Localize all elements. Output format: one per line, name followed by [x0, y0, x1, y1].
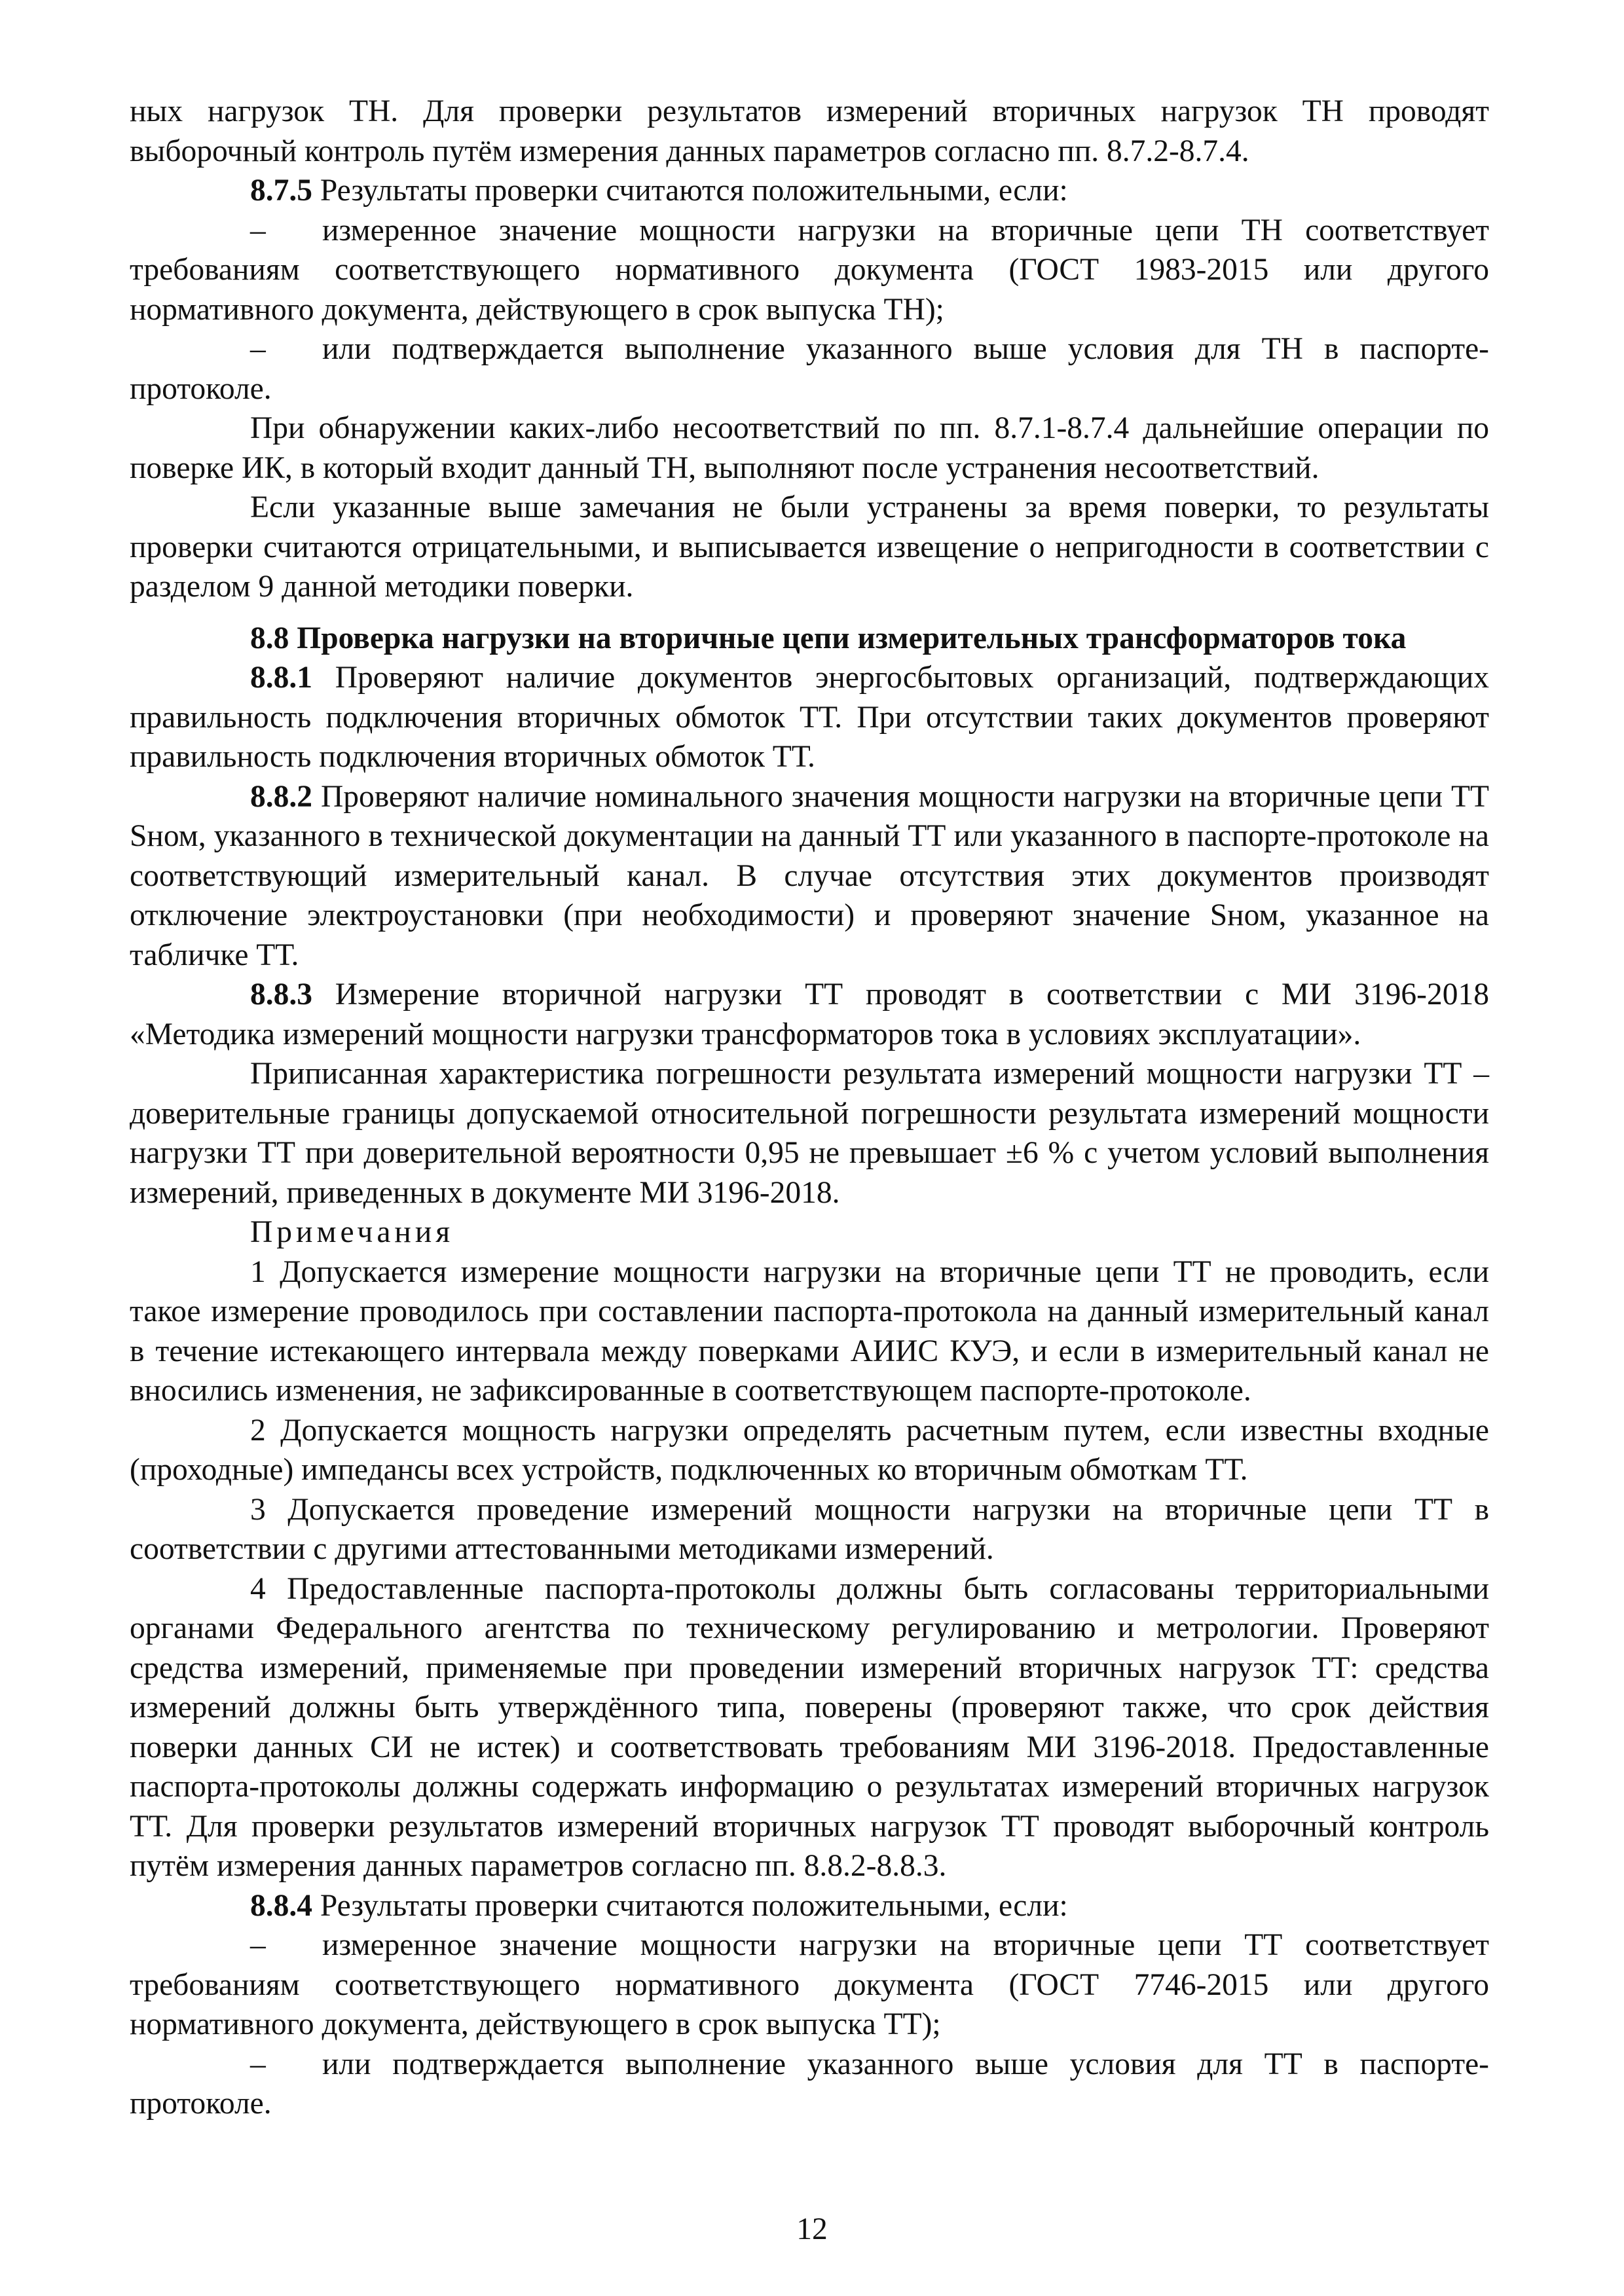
clause-text: Проверяют наличие номинального значения мощности нагрузки на вторичные цепи ТТ Sном, указанного в технической документации на данный ТТ или указанного в паспорте-протоколе на соответствующий измерительный канал. В случае отсутствия этих документов производят отключение электроустановки (при необходимости) и проверяют значение Sном, указанное на табличке ТТ. [130, 779, 1489, 972]
numbered-clause [130, 777, 1489, 975]
list-item-text: или подтверждается выполнение указанного выше условия для ТН в паспорте-протоколе. [130, 332, 1489, 406]
body-text [130, 92, 1489, 2124]
paragraph [130, 92, 1489, 171]
paragraph-text: 4 Предоставленные паспорта-протоколы должны быть согласованы территориальными органами Федерального агентства по техническому регулированию и метрологии. Проверяют средства измерений, применяемые при проведении измерений вторичных нагрузок ТТ: средства измерений должны быть утверждённого типа, поверены (проверяют также, что срок действия поверки данных СИ не истек) и соответствовать требованиям МИ 3196-2018. Предоставленные паспорта-протоколы должны содержать информацию о результатах измерений вторичных нагрузок ТТ. Для проверки результатов измерений вторичных нагрузок ТТ проводят выборочный контроль путём измерения данных параметров согласно пп. 8.8.2-8.8.3. [130, 1571, 1489, 1883]
dash-list-item [130, 329, 1489, 409]
clause-number: 8.8.4 [250, 1888, 312, 1923]
paragraph-text: 3 Допускается проведение измерений мощности нагрузки на вторичные цепи ТТ в соответствии с другими аттестованными методиками измерений. [130, 1492, 1489, 1566]
notes-heading-text: Примечания [250, 1215, 454, 1249]
dash-marker: – [250, 1928, 266, 1962]
clause-text: Результаты проверки считаются положительными, если: [312, 173, 1068, 208]
paragraph-text: 2 Допускается мощность нагрузки определять расчетным путем, если известны входные (проходные) импедансы всех устройств, подключенных ко вторичным обмоткам ТТ. [130, 1413, 1489, 1487]
list-item-text: измеренное значение мощности нагрузки на вторичные цепи ТН соответствует требованиям соответствующего нормативного документа (ГОСТ 1983-2015 или другого нормативного документа, действующего в срок выпуска ТН); [130, 213, 1489, 327]
dash-list-item [130, 1925, 1489, 2045]
clause-number: 8.8.2 [250, 779, 312, 814]
page-number: 12 [796, 2212, 828, 2246]
paragraph-text: Если указанные выше замечания не были устранены за время поверки, то результаты проверки считаются отрицательными, и выписывается извещение о непригодности в соответствии с разделом 9 данной методики поверки. [130, 490, 1489, 604]
paragraph [130, 1054, 1489, 1212]
dash-list-item [130, 2045, 1489, 2124]
dash-list-item [130, 211, 1489, 330]
clause-text: Результаты проверки считаются положительными, если: [312, 1888, 1068, 1923]
clause-number: 8.7.5 [250, 173, 312, 208]
list-item-text: измеренное значение мощности нагрузки на вторичные цепи ТТ соответствует требованиям соответствующего нормативного документа (ГОСТ 7746-2015 или другого нормативного документа, действующего в срок выпуска ТТ); [130, 1928, 1489, 2041]
dash-marker: – [250, 213, 266, 247]
section-heading [130, 619, 1489, 659]
paragraph [130, 1569, 1489, 1886]
paragraph [130, 488, 1489, 607]
clause-number: 8.8.3 [250, 977, 312, 1011]
numbered-clause [130, 658, 1489, 777]
numbered-clause [130, 1886, 1489, 1926]
clause-text: Проверяют наличие документов энергосбытовых организаций, подтверждающих правильность подключения вторичных обмоток ТТ. При отсутствии таких документов проверяют правильность подключения вторичных обмоток ТТ. [130, 661, 1489, 774]
paragraph-text: Приписанная характеристика погрешности результата измерений мощности нагрузки ТТ – доверительные границы допускаемой относительной погрешности результата измерений мощности нагрузки ТТ при доверительной вероятности 0,95 не превышает ±6 % с учетом условий выполнения измерений, приведенных в документе МИ 3196-2018. [130, 1057, 1489, 1210]
clause-text: Измерение вторичной нагрузки ТТ проводят в соответствии с МИ 3196-2018 «Методика измерений мощности нагрузки трансформаторов тока в условиях эксплуатации». [130, 977, 1489, 1051]
dash-marker: – [250, 332, 266, 366]
paragraph [130, 409, 1489, 488]
paragraph [130, 1411, 1489, 1490]
clause-number: 8.8.1 [250, 661, 312, 695]
list-item-text: или подтверждается выполнение указанного выше условия для ТТ в паспорте-протоколе. [130, 2047, 1489, 2121]
paragraph [130, 1252, 1489, 1411]
numbered-clause [130, 975, 1489, 1054]
heading-text: 8.8 Проверка нагрузки на вторичные цепи измерительных трансформаторов тока [250, 621, 1407, 655]
paragraph-text: ных нагрузок ТН. Для проверки результатов измерений вторичных нагрузок ТН проводят выборочный контроль путём измерения данных параметров согласно пп. 8.7.2-8.7.4. [130, 94, 1489, 168]
numbered-clause [130, 171, 1489, 211]
paragraph [130, 1490, 1489, 1569]
dash-marker: – [250, 2047, 266, 2081]
paragraph-text: 1 Допускается измерение мощности нагрузки на вторичные цепи ТТ не проводить, если такое измерение проводилось при составлении паспорта-протокола на данный измерительный канал в течение истекающего интервала между поверками АИИС КУЭ, и если в измерительный канал не вносились изменения, не зафиксированные в соответствующем паспорте-протоколе. [130, 1254, 1489, 1408]
notes-heading [130, 1212, 1489, 1252]
paragraph-text: При обнаружении каких-либо несоответствий по пп. 8.7.1-8.7.4 дальнейшие операции по поверке ИК, в который входит данный ТН, выполняют после устранения несоответствий. [130, 411, 1489, 485]
